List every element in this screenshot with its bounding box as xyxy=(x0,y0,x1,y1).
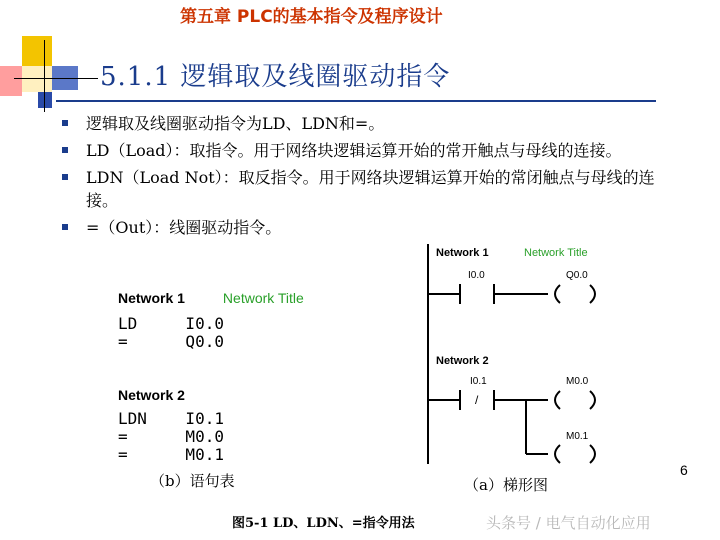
bullet-square-icon xyxy=(62,120,68,126)
corner-decoration xyxy=(0,0,100,115)
coil-label: Q0.0 xyxy=(566,270,588,281)
ladder-network1-label: Network 1 xyxy=(436,247,489,259)
normally-closed-symbol: / xyxy=(475,393,479,407)
stl-line: = Q0.0 xyxy=(118,332,224,351)
stl-line: = M0.1 xyxy=(118,445,224,464)
list-item: =（Out）：线圈驱动指令。 xyxy=(60,216,680,239)
list-item: LDN（Load Not）：取反指令。用于网络块逻辑运算开始的常闭触点与母线的连接。 xyxy=(60,166,680,212)
stl-line: LD I0.0 xyxy=(118,314,224,333)
stl-network-1 xyxy=(118,288,304,351)
list-item: LD（Load）：取指令。用于网络块逻辑运算开始的常开触点与母线的连接。 xyxy=(60,139,680,162)
contact-label: I0.1 xyxy=(470,376,487,387)
ladder-network1-title: Network Title xyxy=(524,247,588,259)
bullet-square-icon xyxy=(62,147,68,153)
slide-title: 5.1.1 逻辑取及线圈驱动指令 xyxy=(100,62,451,92)
stl-network-label: Network 2 xyxy=(118,387,185,403)
chapter-title: 第五章 PLC的基本指令及程序设计 xyxy=(180,7,443,27)
ladder-network2-label: Network 2 xyxy=(436,355,489,367)
bullet-square-icon xyxy=(62,174,68,180)
stl-caption: （b）语句表 xyxy=(150,472,235,490)
stl-network-title: Network Title xyxy=(222,290,304,306)
title-divider xyxy=(56,100,656,102)
stl-line: LDN I0.1 xyxy=(118,409,224,428)
watermark: 头条号 / 电气自动化应用 xyxy=(486,514,651,532)
bullet-square-icon xyxy=(62,224,68,230)
header-bar xyxy=(0,0,720,27)
bullet-list xyxy=(60,112,680,243)
page-number: 6 xyxy=(680,462,688,478)
stl-line: = M0.0 xyxy=(118,427,224,446)
ladder-diagram xyxy=(420,238,650,468)
coil-label: M0.1 xyxy=(566,431,589,442)
stl-network-2 xyxy=(118,385,304,464)
contact-label: I0.0 xyxy=(468,270,485,281)
stl-network-label: Network 1 xyxy=(118,290,185,306)
list-item: 逻辑取及线圈驱动指令为LD、LDN和=。 xyxy=(60,112,680,135)
figure-caption: 图5-1 LD、LDN、=指令用法 xyxy=(232,516,415,531)
statement-list xyxy=(118,288,304,464)
coil-label: M0.0 xyxy=(566,376,589,387)
ladder-caption: （a）梯形图 xyxy=(464,476,548,494)
